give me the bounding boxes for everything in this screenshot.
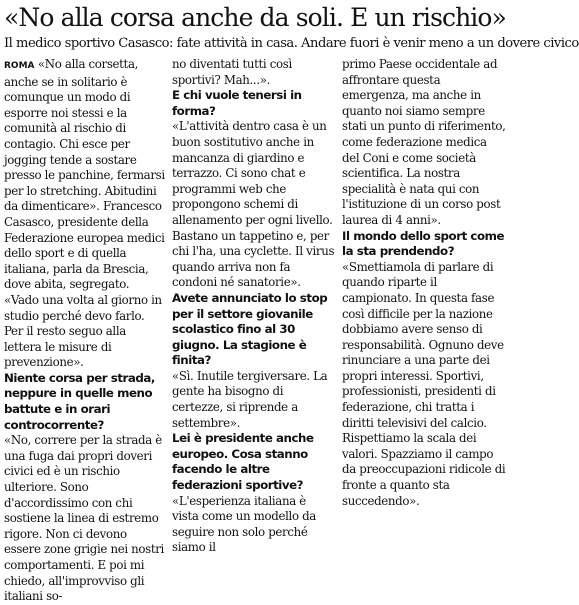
column-2-paragraph-3: «Sì. Inutile tergiversare. La gente ha bisogno di certezze, si riprende a settembre». (172, 368, 328, 430)
column-3-paragraph-2: «Smettiamola di parlare di quando riparte il campionato. In questa fase così difficile per la nazione dobbiamo avere senso di responsabilità. Ognuno deve rinunciare a una parte dei propri interessi. Sportivi, professionisti, presidenti di federazione, chi tratta i diritti televisivi del calcio. Rispettiamo la scala dei valori. Spazziamo il campo da preoccupazioni ridicole di fronte a quanto sta succedendo». (342, 259, 506, 508)
article-column-1 (4, 57, 166, 605)
dateline-place: ROMA (4, 61, 35, 71)
column-2-paragraph-2: «L'attività dentro casa è un buon sostitutivo anche in mancanza di giardino e terrazzo. Ci sono chat e programmi web che propongono schemi di allenamento per ogni livello. Bastano un tappetino e, per chi l'ha, una cyclette. Il virus quando arriva non fa condoni né sanatorie». (172, 119, 335, 290)
column-2-paragraph-1: no diventati tutti così sportivi? Mah...». (172, 57, 292, 87)
article-column-2 (172, 57, 335, 556)
article-headline: «No alla corsa anche da soli. E un rischio» (4, 3, 506, 32)
column-1-paragraph-2: «No, correre per la strada è una fuga dai propri doveri civici ed è un rischio ulteriore. Sono d'accordissimo con chi sostiene la linea di estremo rigore. Non ci devono essere zone grigie nei nostri comportamenti. E poi mi chiedo, all'improvviso gli italiani so- (4, 433, 164, 604)
column-1-paragraph-1-text: «No alla corsetta, anche se in solitario è comunque un modo di esporre noi stessi e la comunità al rischio di contagio. Chi esce per jogging tende a sostare presso le panchine, fermarsi per lo stretching. Abitudini da dimenticare». Francesco Casasco, presidente della Federazione europea medici dello sport e di quella italiana, parla da Brescia, dove abita, segregato. «Vado una volta al giorno in studio perché devo farlo. Per il resto seguo alla lettera le misure di prevenzione». (4, 57, 165, 370)
column-2-paragraph-4: «L'esperienza italiana è vista come un modello da seguire non solo perché siamo il (172, 493, 316, 555)
article-column-3 (342, 57, 507, 509)
interview-question-3: Avete annunciato lo stop per il settore giovanile scolastico fino al 30 giugno. La stagione è finita? (172, 290, 328, 368)
column-3-paragraph-1: primo Paese occidentale ad affrontare questa emergenza, ma anche in quanto noi siamo sempre stati un punto di riferimento, come federazione medica del Coni e come società scientifica. La nostra specialità è nata qui con l'istituzione di un corso post laurea di 4 anni». (342, 57, 506, 227)
interview-question-4: Lei è presidente anche europeo. Cosa stanno facendo le altre federazioni sportive? (172, 431, 314, 493)
interview-question-5: Il mondo dello sport come la sta prendendo? (342, 228, 505, 259)
article-subhead: Il medico sportivo Casasco: fate attività in casa. Andare fuori è venir meno a un dovere civico (4, 36, 579, 51)
interview-question-2: E chi vuole tenersi in forma? (172, 88, 302, 118)
interview-question-1: Niente corsa per strada, neppure in quelle meno battute e in orari controcorrente? (4, 370, 155, 432)
column-1-paragraph-1 (4, 57, 166, 371)
